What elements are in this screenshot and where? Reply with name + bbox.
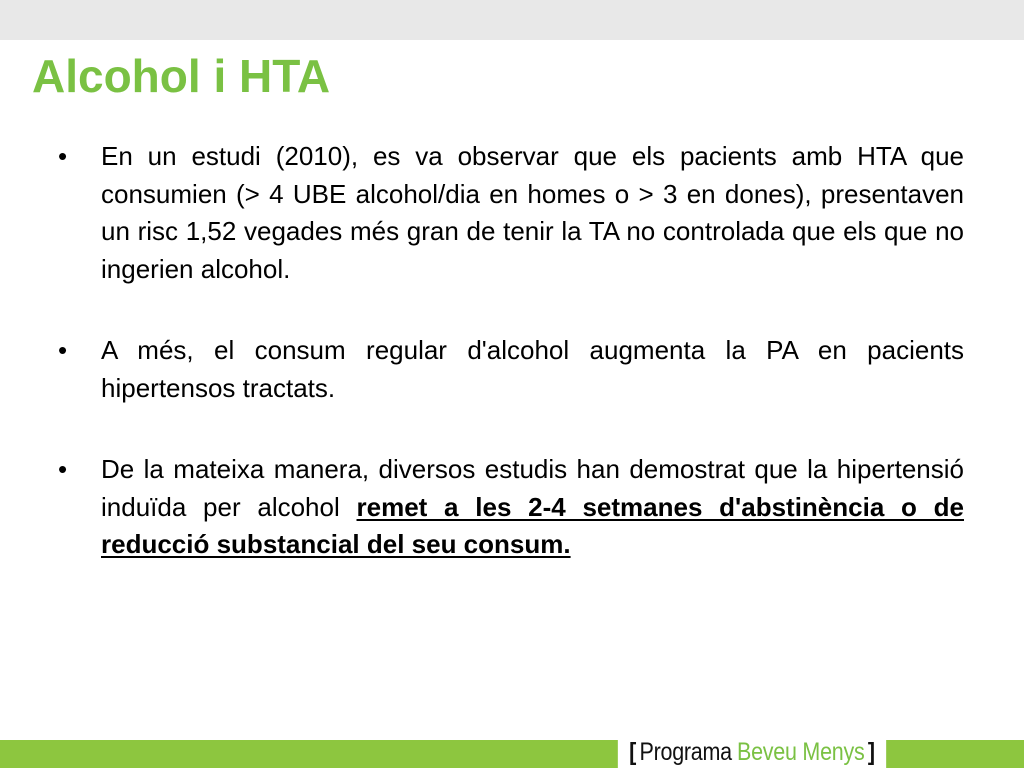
logo-bracket-close: ] <box>867 737 875 766</box>
bullet-item-3 <box>58 451 964 564</box>
bullet-text: A més, el consum regular d'alcohol augmenta la PA en pacients hipertensos tractats. <box>101 335 964 403</box>
slide-title: Alcohol i HTA <box>32 50 331 102</box>
bullet-dot: • <box>58 141 68 171</box>
bullet-dot: • <box>58 335 68 365</box>
top-band <box>0 0 1024 40</box>
bullet-text <box>101 454 964 559</box>
bullet-text-highlight: remet a les 2-4 setmanes d'abstinència o de reducció substancial del seu consum. <box>101 491 964 559</box>
program-logo <box>618 736 886 768</box>
bullet-text: En un estudi (2010), es va observar que els pacients amb HTA que consumien (> 4 UBE alcohol/dia en homes o > 3 en dones), presentaven un risc 1,52 vegades més gran de tenir la TA no controlada que els que no ingerien alcohol. <box>101 141 964 284</box>
bullet-item-2 <box>58 332 964 407</box>
logo-program-word: Programa <box>639 737 732 766</box>
bullet-list <box>58 138 964 608</box>
bullet-text-plain: De la mateixa manera, diversos estudis han demostrat que la hipertensió induïda per alcohol <box>101 454 964 522</box>
bullet-item-1 <box>58 138 964 288</box>
logo-brand-name: Beveu Menys <box>737 737 865 766</box>
logo-bracket-open: [ <box>629 737 637 766</box>
bullet-dot: • <box>58 454 68 484</box>
